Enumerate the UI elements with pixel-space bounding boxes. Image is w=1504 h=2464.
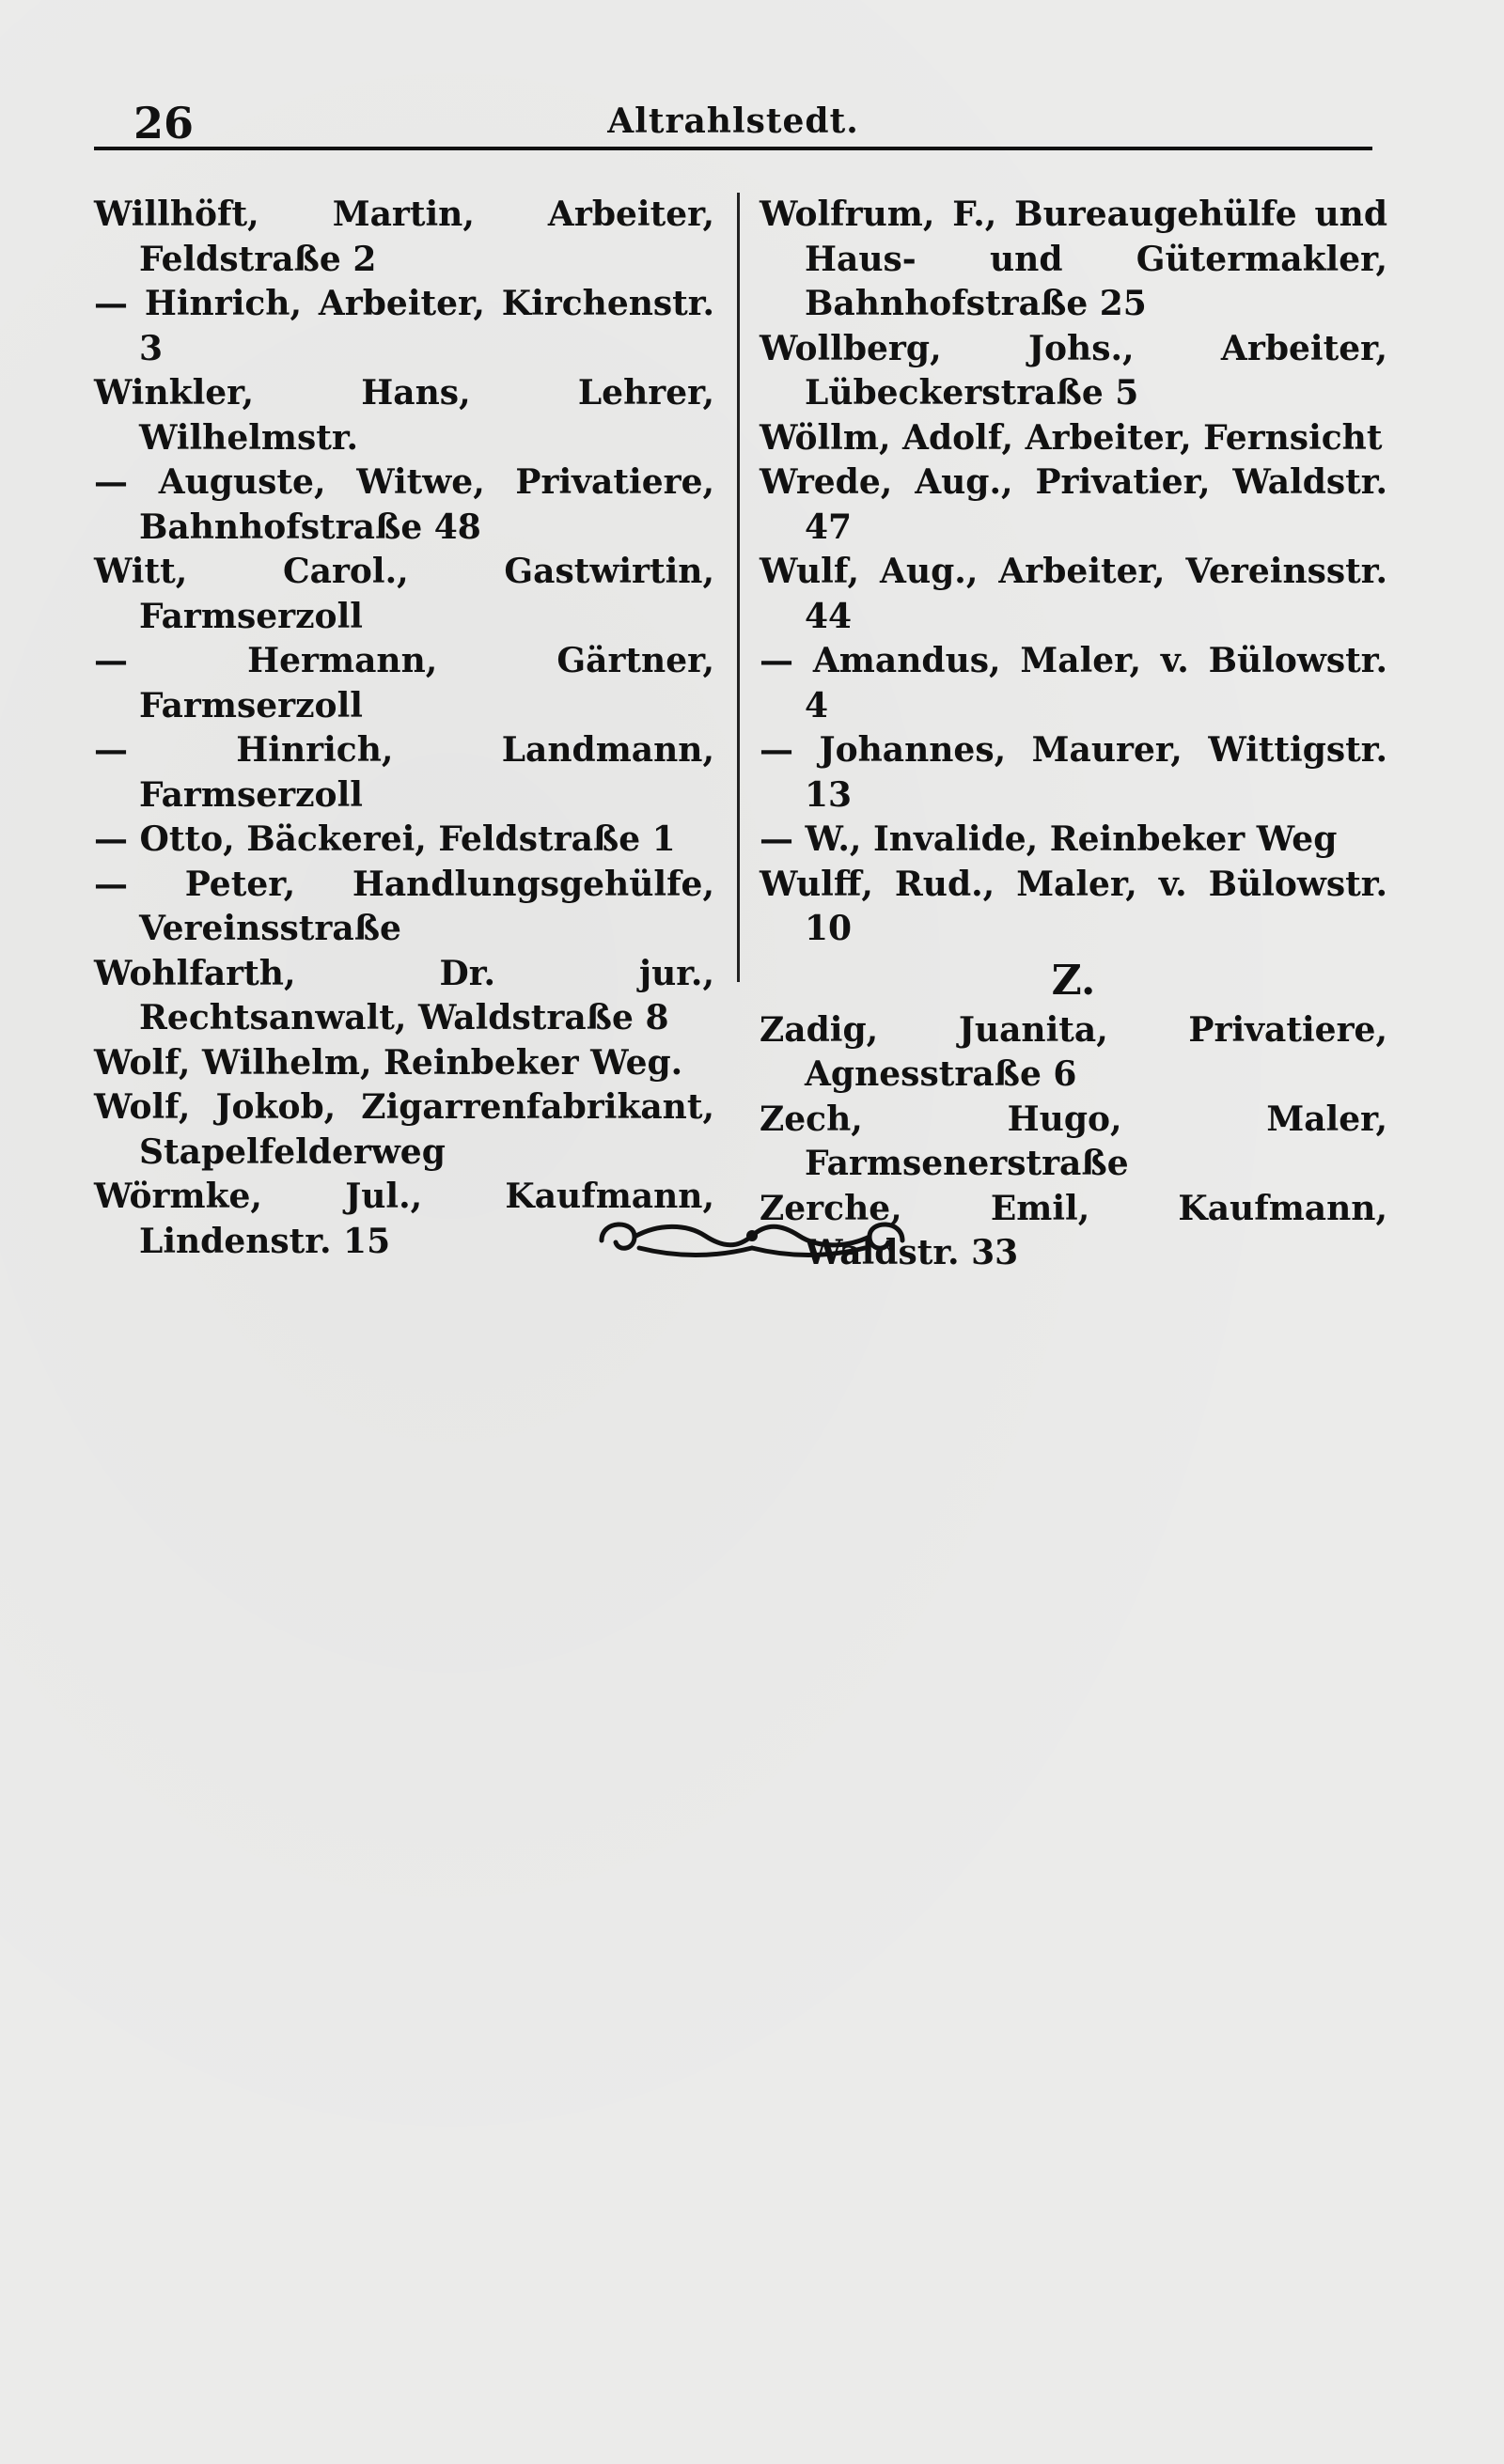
directory-entry: Wrede, Aug., Privatier, Waldstr. 47 — [760, 462, 1387, 547]
directory-entry: Wohlfarth, Dr. jur., Rechtsanwalt, Waldstraße 8 — [94, 953, 714, 1037]
directory-entry: — Amandus, Maler, v. Bülowstr. 4 — [760, 641, 1387, 725]
section-heading-z: Z. — [1051, 956, 1096, 1005]
directory-entry: — W., Invalide, Reinbeker Weg — [760, 819, 1338, 859]
directory-entry: — Hinrich, Landmann, Farmserzoll — [94, 730, 714, 815]
directory-entry: Willhöft, Martin, Arbeiter, Feldstraße 2 — [94, 195, 714, 279]
directory-entry: Zerche, Emil, Kaufmann, Waldstr. 33 — [760, 1188, 1387, 1272]
directory-entry: — Hermann, Gärtner, Farmserzoll — [94, 641, 714, 725]
directory-entry: Zadig, Juanita, Privatiere, Agnesstraße 6 — [760, 1009, 1387, 1094]
directory-entry: Wörmke, Jul., Kaufmann, Lindenstr. 15 — [94, 1177, 714, 1261]
page-number: 26 — [133, 98, 195, 148]
directory-entry: Wulff, Rud., Maler, v. Bülowstr. 10 — [760, 864, 1387, 948]
directory-entry: Wulf, Aug., Arbeiter, Vereinsstr. 44 — [760, 552, 1387, 636]
directory-entry: Wolf, Wilhelm, Reinbeker Weg. — [94, 1042, 683, 1083]
directory-entry: — Johannes, Maurer, Wittigstr. 13 — [760, 730, 1387, 815]
directory-entry: Wollberg, Johs., Arbeiter, Lübeckerstraße 5 — [760, 328, 1387, 413]
directory-entry: — Hinrich, Arbeiter, Kirchenstr. 3 — [94, 284, 714, 368]
directory-entry: — Auguste, Witwe, Privatiere, Bahnhofstraße 48 — [94, 462, 714, 547]
bleed-through-text — [94, 1034, 1391, 2349]
directory-entry: Zech, Hugo, Maler, Farmsenerstraße — [760, 1099, 1387, 1183]
running-title: Altrahlstedt. — [607, 101, 859, 141]
page-header — [94, 94, 1372, 150]
directory-entry: — Peter, Handlungsgehülfe, Vereinsstraße — [94, 864, 714, 948]
column-divider — [737, 193, 740, 982]
directory-entry: Wolfrum, F., Bureaugehülfe und Haus- und Gütermakler, Bahnhofstraße 25 — [760, 195, 1387, 323]
directory-entry: Witt, Carol., Gastwirtin, Farmserzoll — [94, 552, 714, 636]
directory-entry: — Otto, Bäckerei, Feldstraße 1 — [94, 819, 676, 859]
directory-entry: Wolf, Jokob, Zigarrenfabrikant, Stapelfelderweg — [94, 1087, 714, 1172]
directory-entry: Wöllm, Adolf, Arbeiter, Fernsicht — [760, 417, 1383, 458]
directory-entry: Winkler, Hans, Lehrer, Wilhelmstr. — [94, 373, 714, 458]
